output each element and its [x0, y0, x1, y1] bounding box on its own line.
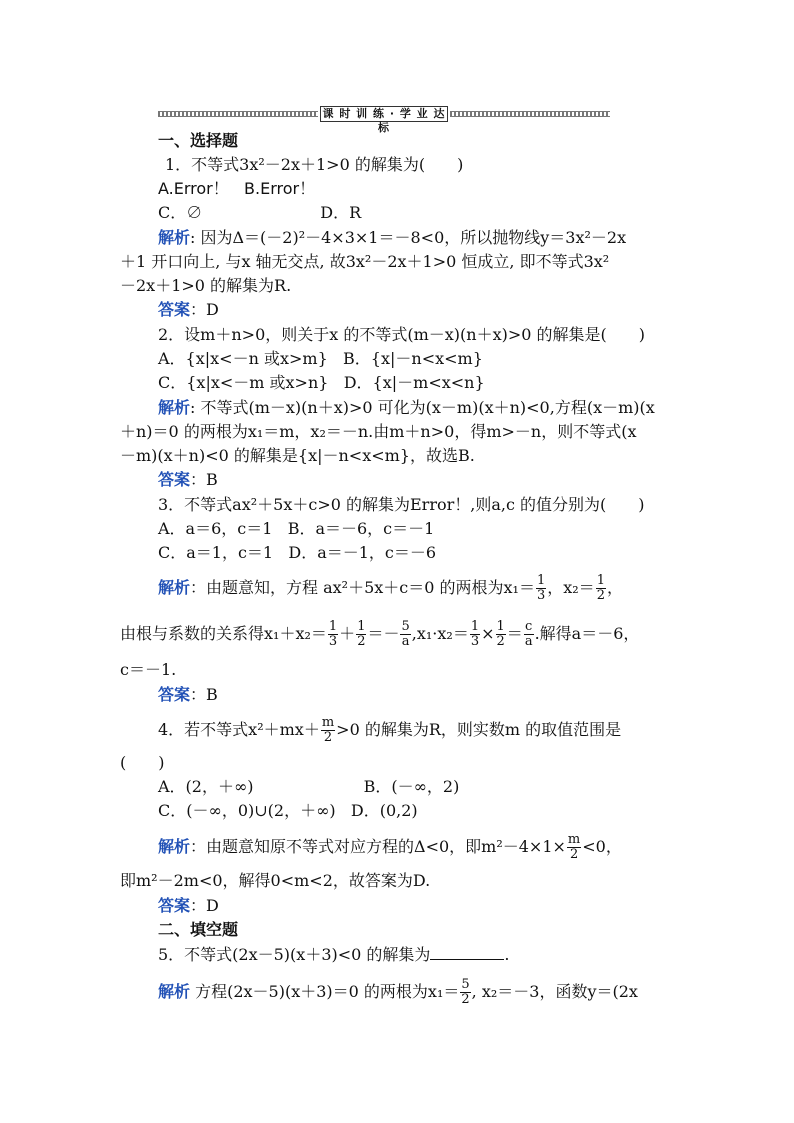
q4-analysis-line2: 即m²－2m<0，解得0<m<2，故答案为D.	[120, 871, 431, 890]
q5-stem	[158, 944, 510, 966]
banner-label: 课 时 训 练 · 学 业 达 标	[320, 106, 448, 122]
q3-l2-e: ×	[481, 624, 495, 643]
q5-analysis-fraction-den: 2	[461, 992, 470, 1007]
q4-options-ab	[158, 776, 459, 798]
q4-stem-fraction-num: m	[321, 715, 335, 730]
q2-options-ab	[158, 348, 483, 370]
q4-stem-b: >0 的解集为R，则实数m 的取值范围是	[336, 720, 622, 739]
q2-analysis-line2: ＋n)＝0 的两根为x₁＝m，x₂＝－n.由m＋n>0，得m>－n，则不等式(x	[120, 422, 637, 441]
lesson-banner	[158, 106, 610, 134]
q1-answer-label: 答案	[158, 300, 191, 319]
q3-option-d: D．a＝－1，c＝－6	[288, 543, 437, 562]
q3-frac-d	[470, 620, 480, 649]
q2-option-d: D．{x|－m<x<n}	[343, 373, 485, 392]
q2-option-c: C．{x|x<－m 或x>n}	[158, 373, 329, 392]
q5-analysis-line1	[158, 978, 638, 1007]
q4-stem-paren: ( )	[120, 753, 165, 772]
q3-answer	[158, 684, 218, 706]
q2-analysis-line3: －m)(x＋n)<0 的解集是{x|－n<x<m}，故选B.	[120, 446, 475, 465]
q3-frac-b	[356, 620, 366, 649]
q1-option-d: D．R	[320, 203, 362, 222]
q3-option-a: A．a＝6，c＝1	[158, 519, 273, 538]
q3-options-ab	[158, 518, 434, 540]
q3-analysis-line3: c＝－1.	[120, 660, 177, 679]
banner-rule-right	[450, 111, 610, 117]
q4-option-d: D．(0,2)	[350, 801, 418, 820]
q5-analysis-fraction-num: 5	[461, 977, 470, 992]
q3-answer-label: 答案	[158, 685, 191, 704]
q2-option-b: B．{x|－n<x<m}	[343, 349, 483, 368]
q3-l2-f: ＝	[506, 624, 523, 643]
q3-fraction-x2-den: 2	[596, 588, 605, 603]
q2-option-a: A．{x|x<－n 或x>m}	[158, 349, 328, 368]
q1-stem: 1．不等式3x²－2x＋1>0 的解集为( )	[165, 155, 464, 174]
q3-analysis-text1: ：由题意知，方程 ax²＋5x＋c＝0 的两根为x₁＝	[190, 578, 535, 597]
q4-stem-fraction-den: 2	[323, 730, 333, 745]
q3-l2-a: 由根与系数的关系得x₁＋x₂＝	[120, 624, 327, 643]
q1-analysis-line1	[158, 227, 626, 249]
section-one-title: 一、选择题	[158, 131, 239, 150]
q1-options-cd	[158, 202, 361, 224]
q3-frac-a-den: 3	[328, 634, 338, 649]
q2-answer	[158, 469, 218, 491]
q2-answer-label: 答案	[158, 470, 191, 489]
q4-stem-a: 4．若不等式x²＋mx＋	[158, 720, 320, 739]
q1-analysis-line3: －2x＋1>0 的解集为R.	[120, 276, 292, 295]
q4-stem	[158, 716, 621, 745]
q5-analysis-text-b: , x₂＝－3，函数y＝(2x	[471, 982, 638, 1001]
q3-fraction-x1	[536, 574, 546, 603]
q1-option-c: C．∅	[158, 203, 203, 222]
q3-analysis-line2	[120, 620, 639, 649]
q3-l2-g: .解得a＝－6，	[534, 624, 640, 643]
q5-stem-a: 5．不等式(2x－5)(x＋3)<0 的解集为	[158, 945, 431, 964]
q4-option-b: B．(－∞，2)	[363, 777, 460, 796]
q4-option-a: A．(2，＋∞)	[158, 777, 254, 796]
q3-frac-f	[524, 620, 534, 649]
q4-analysis-fraction	[567, 833, 581, 862]
q3-l2-b: ＋	[339, 624, 356, 643]
q1-answer-value: ：D	[190, 300, 219, 319]
q3-frac-c-den: a	[401, 634, 410, 649]
q5-answer-blank	[430, 945, 504, 960]
q3-frac-d-num: 1	[470, 619, 480, 634]
q3-frac-b-den: 2	[357, 634, 366, 649]
q3-option-b: B．a＝－6，c＝－1	[287, 519, 435, 538]
q5-stem-b: .	[504, 945, 510, 964]
q2-stem: 2．设m＋n>0，则关于x 的不等式(m－x)(n＋x)>0 的解集是( )	[158, 325, 646, 344]
q3-frac-f-den: a	[524, 634, 533, 649]
q3-answer-value: ：B	[190, 685, 218, 704]
q4-analysis-fraction-num: m	[567, 832, 581, 847]
q5-analysis-fraction	[460, 978, 470, 1007]
q1-answer	[158, 299, 219, 321]
q4-analysis-text1a: ：由题意知原不等式对应方程的Δ<0，即m²－4×1×	[190, 837, 566, 856]
q3-frac-b-num: 1	[357, 619, 366, 634]
q3-fraction-x2-num: 1	[596, 573, 605, 588]
q3-l2-d: ,x₁·x₂＝	[411, 624, 469, 643]
q4-answer-label: 答案	[158, 896, 191, 915]
q1-analysis-line2: ＋1 开口向上, 与x 轴无交点, 故3x²－2x＋1>0 恒成立, 即不等式3x²	[120, 252, 610, 271]
q3-analysis-label: 解析	[158, 578, 191, 597]
q4-analysis-label: 解析	[158, 837, 191, 856]
q3-option-c: C．a＝1，c＝1	[158, 543, 274, 562]
q2-analysis-line1	[158, 397, 655, 419]
q2-answer-value: ：B	[190, 470, 218, 489]
q3-options-cd	[158, 542, 436, 564]
q4-analysis-line1	[158, 833, 622, 862]
q1-option-b: B.Error！	[244, 179, 316, 198]
q4-stem-fraction	[321, 716, 335, 745]
banner-rule-left	[158, 111, 318, 117]
q1-analysis-label: 解析	[158, 228, 191, 247]
q2-analysis-label: 解析	[158, 398, 191, 417]
q3-frac-f-num: c	[525, 619, 533, 634]
q2-options-cd	[158, 372, 485, 394]
q4-analysis-text1b: <0，	[582, 837, 622, 856]
q3-fraction-x1-num: 1	[536, 573, 546, 588]
q4-options-cd	[158, 800, 418, 822]
q4-answer-value: ：D	[190, 896, 219, 915]
q3-frac-e-num: 1	[496, 619, 505, 634]
q3-frac-c-num: 5	[401, 619, 410, 634]
q1-analysis-text1: : 因为Δ＝(－2)²－4×3×1＝－8<0，所以抛物线y＝3x²－2x	[190, 228, 627, 247]
q3-analysis-end: ，	[606, 578, 623, 597]
q4-answer	[158, 895, 219, 917]
q1-option-a: A.Error！	[158, 179, 229, 198]
q3-frac-e-den: 2	[496, 634, 505, 649]
q3-frac-d-den: 3	[470, 634, 480, 649]
q3-analysis-mid: ，x₂＝	[547, 578, 595, 597]
q2-analysis-text1: : 不等式(m－x)(n＋x)>0 可化为(x－m)(x＋n)<0,方程(x－m)(x	[190, 398, 655, 417]
q4-option-c: C．(－∞，0)∪(2，＋∞)	[158, 801, 336, 820]
q3-analysis-line1	[158, 574, 623, 603]
q5-analysis-label: 解析	[158, 982, 191, 1001]
section-two-title: 二、填空题	[158, 920, 239, 939]
q3-fraction-x2	[596, 574, 606, 603]
q4-analysis-fraction-den: 2	[569, 847, 579, 862]
q3-frac-e	[496, 620, 506, 649]
q3-frac-c	[400, 620, 410, 649]
q3-l2-c: ＝－	[367, 624, 400, 643]
q3-stem: 3．不等式ax²＋5x＋c>0 的解集为Error！,则a,c 的值分别为( )	[158, 495, 645, 514]
q5-analysis-text-a: 方程(2x－5)(x＋3)＝0 的两根为x₁＝	[190, 982, 460, 1001]
q3-frac-a	[328, 620, 338, 649]
q3-fraction-x1-den: 3	[536, 588, 546, 603]
q1-options-ab	[158, 178, 315, 200]
q3-frac-a-num: 1	[328, 619, 338, 634]
